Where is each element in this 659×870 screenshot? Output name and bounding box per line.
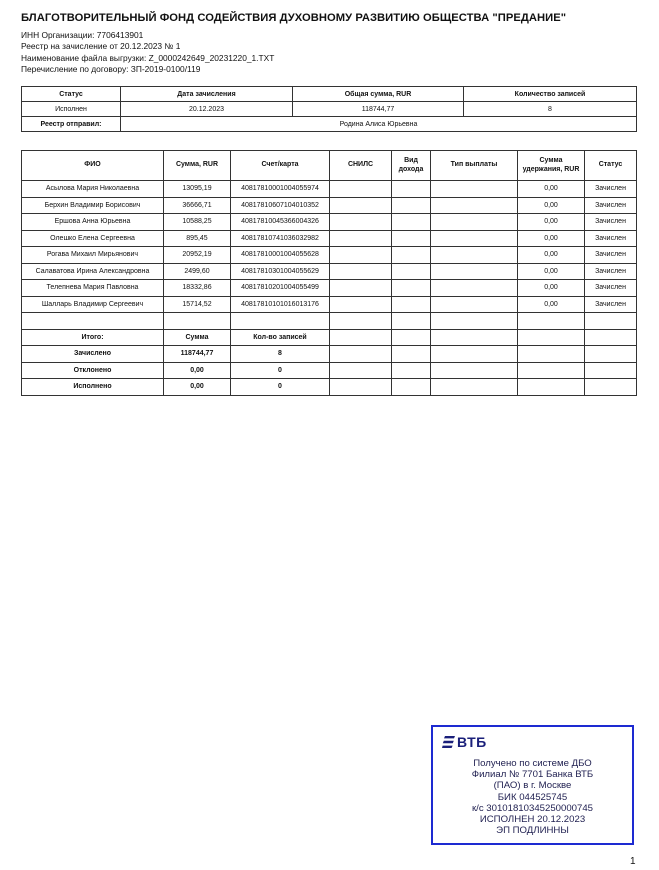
row-account: 40817810301004055629 [231, 263, 330, 280]
row-deduction: 0,00 [518, 181, 585, 198]
table-row [22, 247, 637, 264]
row-account: 40817810607104010352 [231, 197, 330, 214]
row-amount: 895,45 [164, 230, 231, 247]
row-status: Зачислен [585, 181, 637, 198]
totals-sum: 0,00 [164, 362, 231, 379]
totals-row [22, 346, 637, 363]
summary-header-count: Количество записей [464, 87, 637, 102]
row-deduction: 0,00 [518, 280, 585, 297]
summary-header-status: Статус [22, 87, 121, 102]
inn-line: ИНН Организации: 7706413901 [21, 30, 144, 40]
stamp-line: к/с 30101810345250000745 [471, 802, 594, 814]
row-snils [330, 263, 392, 280]
stamp-line: Филиал № 7701 Банка ВТБ [471, 769, 594, 781]
summary-header-total: Общая сумма, RUR [293, 87, 464, 102]
row-income-type [392, 263, 431, 280]
row-amount: 10588,25 [164, 214, 231, 231]
row-amount: 36666,71 [164, 197, 231, 214]
row-deduction: 0,00 [518, 296, 585, 313]
row-snils [330, 181, 392, 198]
row-account: 40817810101016013176 [231, 296, 330, 313]
row-payment-type [431, 280, 518, 297]
row-name: Берхин Владимир Борисович [22, 197, 164, 214]
row-name: Телепнева Мария Павловна [22, 280, 164, 297]
row-status: Зачислен [585, 280, 637, 297]
row-deduction: 0,00 [518, 197, 585, 214]
table-row [22, 181, 637, 198]
row-deduction: 0,00 [518, 263, 585, 280]
row-payment-type [431, 214, 518, 231]
row-amount: 18332,86 [164, 280, 231, 297]
row-deduction: 0,00 [518, 230, 585, 247]
row-amount: 13095,19 [164, 181, 231, 198]
sender-label: Реестр отправил: [22, 117, 121, 132]
vtb-logo-icon [442, 736, 455, 748]
row-amount: 20952,19 [164, 247, 231, 264]
row-snils [330, 296, 392, 313]
row-account: 40817810201004055499 [231, 280, 330, 297]
row-snils [330, 197, 392, 214]
col-header-status: Статус [585, 151, 637, 181]
row-status: Зачислен [585, 247, 637, 264]
row-name: Олешко Елена Сергеевна [22, 230, 164, 247]
row-status: Зачислен [585, 296, 637, 313]
totals-count: 8 [231, 346, 330, 363]
row-income-type [392, 247, 431, 264]
col-header-payment-type: Тип выплаты [431, 151, 518, 181]
sender-name: Родина Алиса Юрьевна [121, 117, 637, 132]
totals-row [22, 362, 637, 379]
row-name: Ершова Анна Юрьевна [22, 214, 164, 231]
col-header-income-type: Вид дохода [392, 151, 431, 181]
row-name: Рогава Михаил Мирьянович [22, 247, 164, 264]
vtb-logo-text: ВТБ [457, 734, 487, 750]
summary-count: 8 [464, 102, 637, 117]
totals-header-count: Кол-во записей [231, 329, 330, 346]
table-row [22, 197, 637, 214]
totals-count: 0 [231, 379, 330, 396]
stamp-line: Получено по системе ДБО [473, 758, 592, 769]
row-payment-type [431, 263, 518, 280]
registry-table [21, 150, 637, 396]
row-snils [330, 280, 392, 297]
row-deduction: 0,00 [518, 214, 585, 231]
col-header-amount: Сумма, RUR [164, 151, 231, 181]
row-income-type [392, 280, 431, 297]
stamp-line: (ПАО) в г. Москве [493, 780, 572, 792]
row-income-type [392, 230, 431, 247]
document-meta [21, 30, 274, 76]
row-status: Зачислен [585, 197, 637, 214]
row-payment-type [431, 296, 518, 313]
totals-row [22, 379, 637, 396]
row-snils [330, 214, 392, 231]
summary-header-date: Дата зачисления [121, 87, 293, 102]
row-deduction: 0,00 [518, 247, 585, 264]
summary-total: 118744,77 [293, 102, 464, 117]
empty-row [22, 313, 637, 330]
summary-status: Исполнен [22, 102, 121, 117]
row-snils [330, 247, 392, 264]
row-status: Зачислен [585, 230, 637, 247]
row-payment-type [431, 230, 518, 247]
stamp-text [433, 758, 632, 836]
table-row [22, 296, 637, 313]
totals-header-row [22, 329, 637, 346]
col-header-deduction: Сумма удержания, RUR [518, 151, 585, 181]
row-status: Зачислен [585, 214, 637, 231]
row-status: Зачислен [585, 263, 637, 280]
registry-line: Реестр на зачисление от 20.12.2023 № 1 [21, 41, 181, 52]
row-name: Салаватова Ирина Александровна [22, 263, 164, 280]
totals-header-label: Итого: [22, 329, 164, 346]
page-number: 1 [630, 856, 636, 867]
totals-label: Исполнено [22, 379, 164, 396]
row-account: 40817810741036032982 [231, 230, 330, 247]
stamp-line: ЭП ПОДЛИННЫ [496, 825, 569, 837]
row-payment-type [431, 181, 518, 198]
row-payment-type [431, 197, 518, 214]
totals-label: Отклонено [22, 362, 164, 379]
row-account: 40817810045366004326 [231, 214, 330, 231]
table-row [22, 280, 637, 297]
row-account: 40817810001004055974 [231, 181, 330, 198]
summary-table [21, 86, 637, 132]
totals-sum: 118744,77 [164, 346, 231, 363]
totals-sum: 0,00 [164, 379, 231, 396]
col-header-name: ФИО [22, 151, 164, 181]
row-snils [330, 230, 392, 247]
row-income-type [392, 197, 431, 214]
table-row [22, 230, 637, 247]
row-amount: 15714,52 [164, 296, 231, 313]
row-name: Асылова Мария Николаевна [22, 181, 164, 198]
summary-date: 20.12.2023 [121, 102, 293, 117]
totals-header-sum: Сумма [164, 329, 231, 346]
document-title: БЛАГОТВОРИТЕЛЬНЫЙ ФОНД СОДЕЙСТВИЯ ДУХОВНОМУ РАЗВИТИЮ ОБЩЕСТВА "ПРЕДАНИЕ" [21, 12, 567, 24]
contract-line: Перечисление по договору: ЗП-2019-0100/119 [21, 64, 201, 75]
row-income-type [392, 181, 431, 198]
col-header-snils: СНИЛС [330, 151, 392, 181]
table-row [22, 214, 637, 231]
stamp-line: ИСПОЛНЕН 20.12.2023 [479, 814, 586, 826]
file-name-line: Наименование файла выгрузки: Z_0000242649_20231220_1.TXT [21, 52, 275, 63]
vtb-logo [442, 734, 487, 750]
stamp-line: БИК 044525745 [497, 791, 568, 803]
row-account: 40817810001004055628 [231, 247, 330, 264]
totals-count: 0 [231, 362, 330, 379]
row-payment-type [431, 247, 518, 264]
table-row [22, 263, 637, 280]
row-income-type [392, 214, 431, 231]
col-header-account: Счет/карта [231, 151, 330, 181]
row-amount: 2499,60 [164, 263, 231, 280]
row-income-type [392, 296, 431, 313]
totals-label: Зачислено [22, 346, 164, 363]
bank-stamp [431, 725, 634, 845]
row-name: Шалларь Владимир Сергеевич [22, 296, 164, 313]
